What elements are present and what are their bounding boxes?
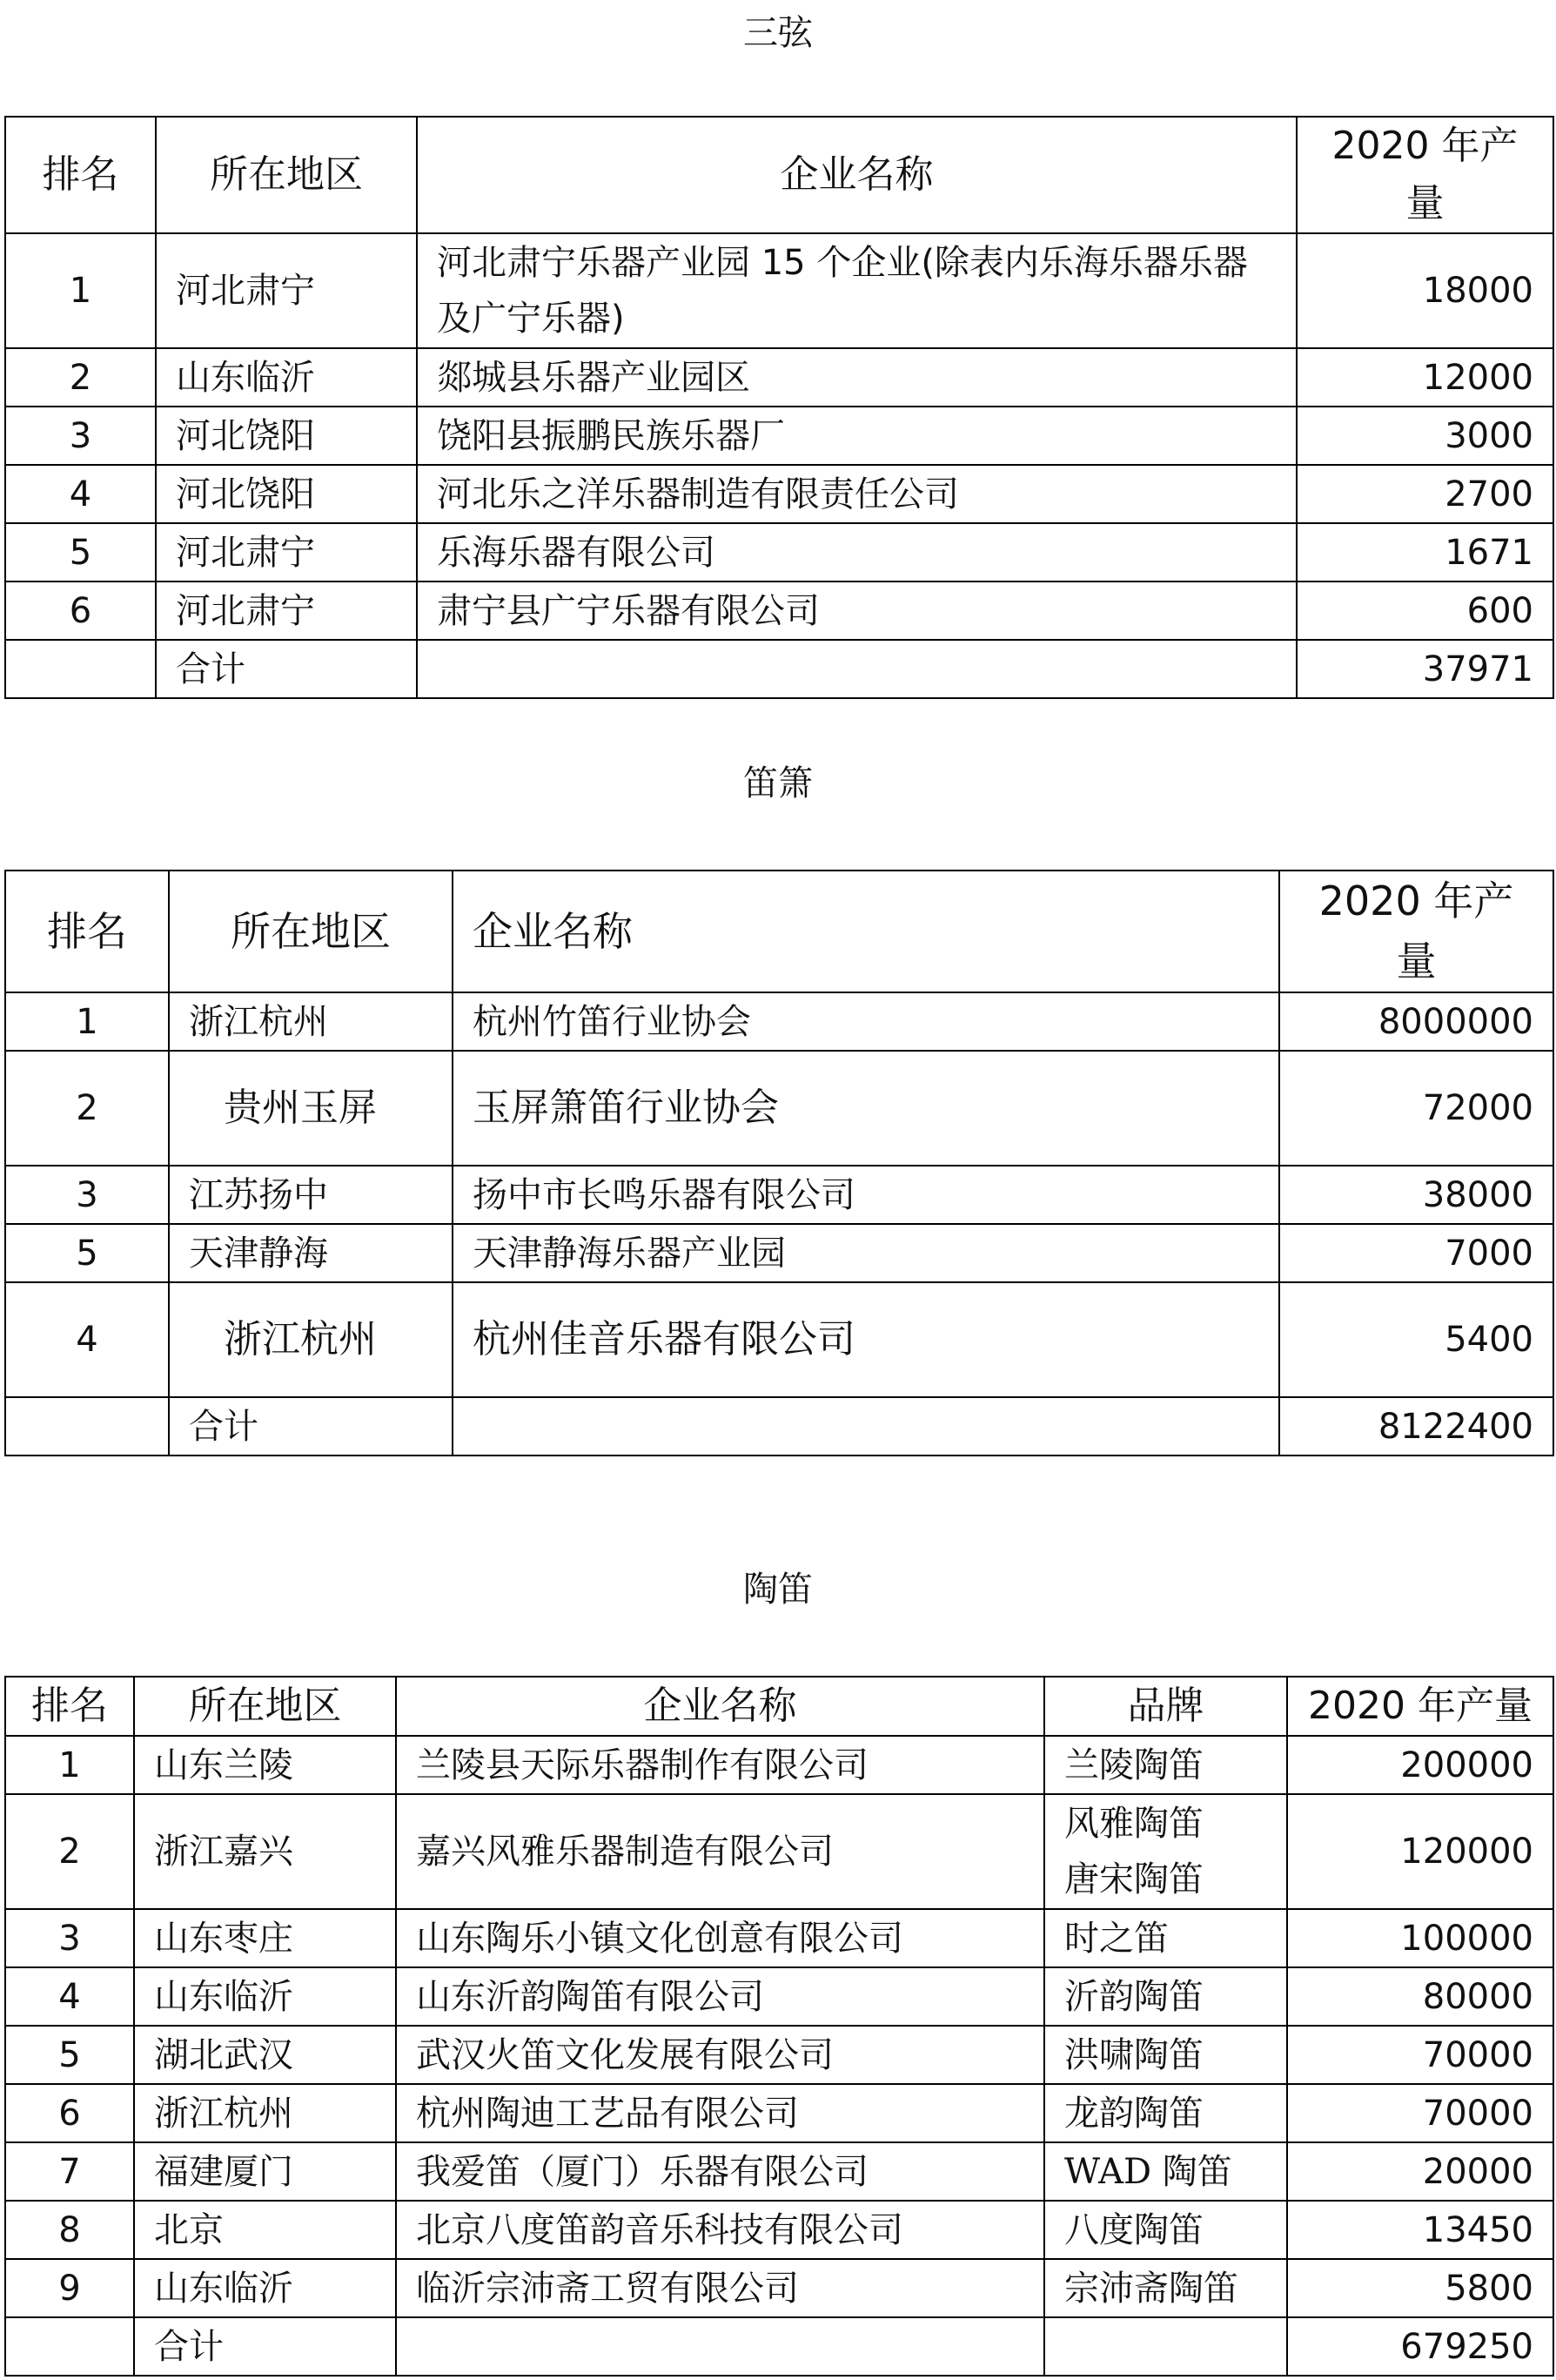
header-rank: 排名 bbox=[5, 1677, 134, 1736]
cell-total-label: 合计 bbox=[134, 2317, 396, 2376]
cell-output: 72000 bbox=[1279, 1051, 1553, 1166]
cell-region: 河北肃宁 bbox=[156, 523, 417, 582]
cell-rank: 5 bbox=[5, 1224, 169, 1282]
cell-output: 12000 bbox=[1297, 348, 1553, 407]
cell-rank: 3 bbox=[5, 1166, 169, 1224]
table-row bbox=[5, 348, 1553, 407]
table-row bbox=[5, 1909, 1553, 1967]
cell-output: 3000 bbox=[1297, 407, 1553, 465]
cell-company: 扬中市长鸣乐器有限公司 bbox=[453, 1166, 1279, 1224]
cell-company: 肃宁县广宁乐器有限公司 bbox=[417, 582, 1297, 640]
cell-company: 乐海乐器有限公司 bbox=[417, 523, 1297, 582]
cell-rank: 3 bbox=[5, 407, 156, 465]
cell-output: 200000 bbox=[1287, 1736, 1553, 1794]
header-rank: 排名 bbox=[5, 117, 156, 233]
cell-region: 福建厦门 bbox=[134, 2142, 396, 2201]
brand-line: 风雅陶笛 bbox=[1064, 1804, 1204, 1844]
table-row bbox=[5, 1224, 1553, 1282]
cell-region: 河北饶阳 bbox=[156, 465, 417, 523]
cell-output: 120000 bbox=[1287, 1794, 1553, 1909]
cell-empty bbox=[417, 640, 1297, 698]
cell-region: 浙江嘉兴 bbox=[134, 1794, 396, 1909]
table-row bbox=[5, 2084, 1553, 2142]
cell-region: 山东临沂 bbox=[156, 348, 417, 407]
cell-brand bbox=[1044, 1794, 1287, 1909]
cell-region: 北京 bbox=[134, 2201, 396, 2259]
cell-company: 杭州竹笛行业协会 bbox=[453, 992, 1279, 1051]
cell-company: 饶阳县振鹏民族乐器厂 bbox=[417, 407, 1297, 465]
cell-rank: 6 bbox=[5, 2084, 134, 2142]
cell-rank: 5 bbox=[5, 2026, 134, 2084]
cell-company: 郯城县乐器产业园区 bbox=[417, 348, 1297, 407]
table-header-row bbox=[5, 871, 1553, 992]
cell-company: 河北乐之洋乐器制造有限责任公司 bbox=[417, 465, 1297, 523]
table-row bbox=[5, 1794, 1553, 1909]
table-row bbox=[5, 2259, 1553, 2317]
table-title-dixiao: 笛箫 bbox=[743, 763, 813, 803]
table-row bbox=[5, 523, 1553, 582]
cell-region: 浙江杭州 bbox=[134, 2084, 396, 2142]
table-row bbox=[5, 2026, 1553, 2084]
cell-output: 8000000 bbox=[1279, 992, 1553, 1051]
cell-rank: 8 bbox=[5, 2201, 134, 2259]
table-header-row bbox=[5, 117, 1553, 233]
cell-brand: 沂韵陶笛 bbox=[1044, 1967, 1287, 2026]
brand-line: 唐宋陶笛 bbox=[1064, 1859, 1204, 1899]
cell-empty bbox=[5, 1397, 169, 1456]
table-title-taodi: 陶笛 bbox=[743, 1570, 813, 1610]
cell-company: 山东陶乐小镇文化创意有限公司 bbox=[396, 1909, 1044, 1967]
cell-output: 70000 bbox=[1287, 2026, 1553, 2084]
cell-rank: 4 bbox=[5, 1967, 134, 2026]
cell-empty bbox=[396, 2317, 1044, 2376]
header-region: 所在地区 bbox=[169, 871, 453, 992]
header-output: 2020 年产量 bbox=[1279, 871, 1553, 992]
header-region: 所在地区 bbox=[156, 117, 417, 233]
cell-output: 1671 bbox=[1297, 523, 1553, 582]
cell-brand: 宗沛斋陶笛 bbox=[1044, 2259, 1287, 2317]
cell-empty bbox=[453, 1397, 1279, 1456]
cell-brand: 八度陶笛 bbox=[1044, 2201, 1287, 2259]
cell-rank: 2 bbox=[5, 1794, 134, 1909]
header-company: 企业名称 bbox=[417, 117, 1297, 233]
cell-rank: 9 bbox=[5, 2259, 134, 2317]
table-row bbox=[5, 992, 1553, 1051]
cell-company: 兰陵县天际乐器制作有限公司 bbox=[396, 1736, 1044, 1794]
cell-rank: 1 bbox=[5, 233, 156, 348]
header-brand: 品牌 bbox=[1044, 1677, 1287, 1736]
table-header-row bbox=[5, 1677, 1553, 1736]
table-sanxian bbox=[4, 116, 1554, 699]
cell-empty bbox=[5, 640, 156, 698]
cell-rank: 4 bbox=[5, 465, 156, 523]
cell-region: 贵州玉屏 bbox=[169, 1051, 453, 1166]
table-taodi bbox=[4, 1676, 1554, 2377]
cell-region: 山东兰陵 bbox=[134, 1736, 396, 1794]
cell-region: 山东临沂 bbox=[134, 1967, 396, 2026]
cell-rank: 2 bbox=[5, 1051, 169, 1166]
header-output: 2020 年产量 bbox=[1297, 117, 1553, 233]
cell-output: 100000 bbox=[1287, 1909, 1553, 1967]
cell-company: 我爱笛（厦门）乐器有限公司 bbox=[396, 2142, 1044, 2201]
table-row bbox=[5, 1736, 1553, 1794]
cell-region: 河北肃宁 bbox=[156, 233, 417, 348]
table-row bbox=[5, 233, 1553, 348]
cell-output: 80000 bbox=[1287, 1967, 1553, 2026]
header-region: 所在地区 bbox=[134, 1677, 396, 1736]
header-rank: 排名 bbox=[5, 871, 169, 992]
cell-brand: 龙韵陶笛 bbox=[1044, 2084, 1287, 2142]
table-row bbox=[5, 582, 1553, 640]
table-row bbox=[5, 2201, 1553, 2259]
cell-output: 18000 bbox=[1297, 233, 1553, 348]
table-total-row bbox=[5, 1397, 1553, 1456]
cell-region: 山东枣庄 bbox=[134, 1909, 396, 1967]
cell-company: 北京八度笛韵音乐科技有限公司 bbox=[396, 2201, 1044, 2259]
header-company: 企业名称 bbox=[453, 871, 1279, 992]
cell-rank: 5 bbox=[5, 523, 156, 582]
cell-total-label: 合计 bbox=[156, 640, 417, 698]
cell-brand: 洪啸陶笛 bbox=[1044, 2026, 1287, 2084]
cell-brand: 时之笛 bbox=[1044, 1909, 1287, 1967]
cell-region: 河北饶阳 bbox=[156, 407, 417, 465]
cell-output: 38000 bbox=[1279, 1166, 1553, 1224]
cell-rank: 3 bbox=[5, 1909, 134, 1967]
cell-company: 河北肃宁乐器产业园 15 个企业(除表内乐海乐器乐器及广宁乐器) bbox=[417, 233, 1297, 348]
cell-region: 山东临沂 bbox=[134, 2259, 396, 2317]
cell-company: 临沂宗沛斋工贸有限公司 bbox=[396, 2259, 1044, 2317]
cell-total-value: 679250 bbox=[1287, 2317, 1553, 2376]
cell-output: 2700 bbox=[1297, 465, 1553, 523]
table-row bbox=[5, 2142, 1553, 2201]
table-row bbox=[5, 1282, 1553, 1397]
table-title-sanxian: 三弦 bbox=[743, 13, 813, 53]
cell-rank: 6 bbox=[5, 582, 156, 640]
cell-output: 5800 bbox=[1287, 2259, 1553, 2317]
cell-output: 600 bbox=[1297, 582, 1553, 640]
cell-output: 5400 bbox=[1279, 1282, 1553, 1397]
cell-empty bbox=[1044, 2317, 1287, 2376]
cell-region: 浙江杭州 bbox=[169, 1282, 453, 1397]
cell-rank: 2 bbox=[5, 348, 156, 407]
cell-company: 天津静海乐器产业园 bbox=[453, 1224, 1279, 1282]
cell-rank: 7 bbox=[5, 2142, 134, 2201]
cell-total-value: 8122400 bbox=[1279, 1397, 1553, 1456]
cell-region: 江苏扬中 bbox=[169, 1166, 453, 1224]
cell-rank: 1 bbox=[5, 1736, 134, 1794]
cell-rank: 1 bbox=[5, 992, 169, 1051]
cell-brand: 兰陵陶笛 bbox=[1044, 1736, 1287, 1794]
cell-output: 70000 bbox=[1287, 2084, 1553, 2142]
header-output: 2020 年产量 bbox=[1287, 1677, 1553, 1736]
cell-company: 杭州佳音乐器有限公司 bbox=[453, 1282, 1279, 1397]
table-total-row bbox=[5, 2317, 1553, 2376]
table-row bbox=[5, 1967, 1553, 2026]
cell-output: 13450 bbox=[1287, 2201, 1553, 2259]
cell-company: 山东沂韵陶笛有限公司 bbox=[396, 1967, 1044, 2026]
table-dixiao bbox=[4, 870, 1554, 1456]
table-row bbox=[5, 465, 1553, 523]
cell-region: 湖北武汉 bbox=[134, 2026, 396, 2084]
cell-total-value: 37971 bbox=[1297, 640, 1553, 698]
cell-total-label: 合计 bbox=[169, 1397, 453, 1456]
table-row bbox=[5, 1051, 1553, 1166]
cell-region: 天津静海 bbox=[169, 1224, 453, 1282]
cell-company: 武汉火笛文化发展有限公司 bbox=[396, 2026, 1044, 2084]
cell-company: 杭州陶迪工艺品有限公司 bbox=[396, 2084, 1044, 2142]
table-row bbox=[5, 1166, 1553, 1224]
table-row bbox=[5, 407, 1553, 465]
cell-company: 玉屏箫笛行业协会 bbox=[453, 1051, 1279, 1166]
cell-region: 河北肃宁 bbox=[156, 582, 417, 640]
table-total-row bbox=[5, 640, 1553, 698]
cell-output: 20000 bbox=[1287, 2142, 1553, 2201]
cell-output: 7000 bbox=[1279, 1224, 1553, 1282]
cell-region: 浙江杭州 bbox=[169, 992, 453, 1051]
cell-empty bbox=[5, 2317, 134, 2376]
cell-rank: 4 bbox=[5, 1282, 169, 1397]
cell-brand: WAD 陶笛 bbox=[1044, 2142, 1287, 2201]
header-company: 企业名称 bbox=[396, 1677, 1044, 1736]
cell-company: 嘉兴风雅乐器制造有限公司 bbox=[396, 1794, 1044, 1909]
